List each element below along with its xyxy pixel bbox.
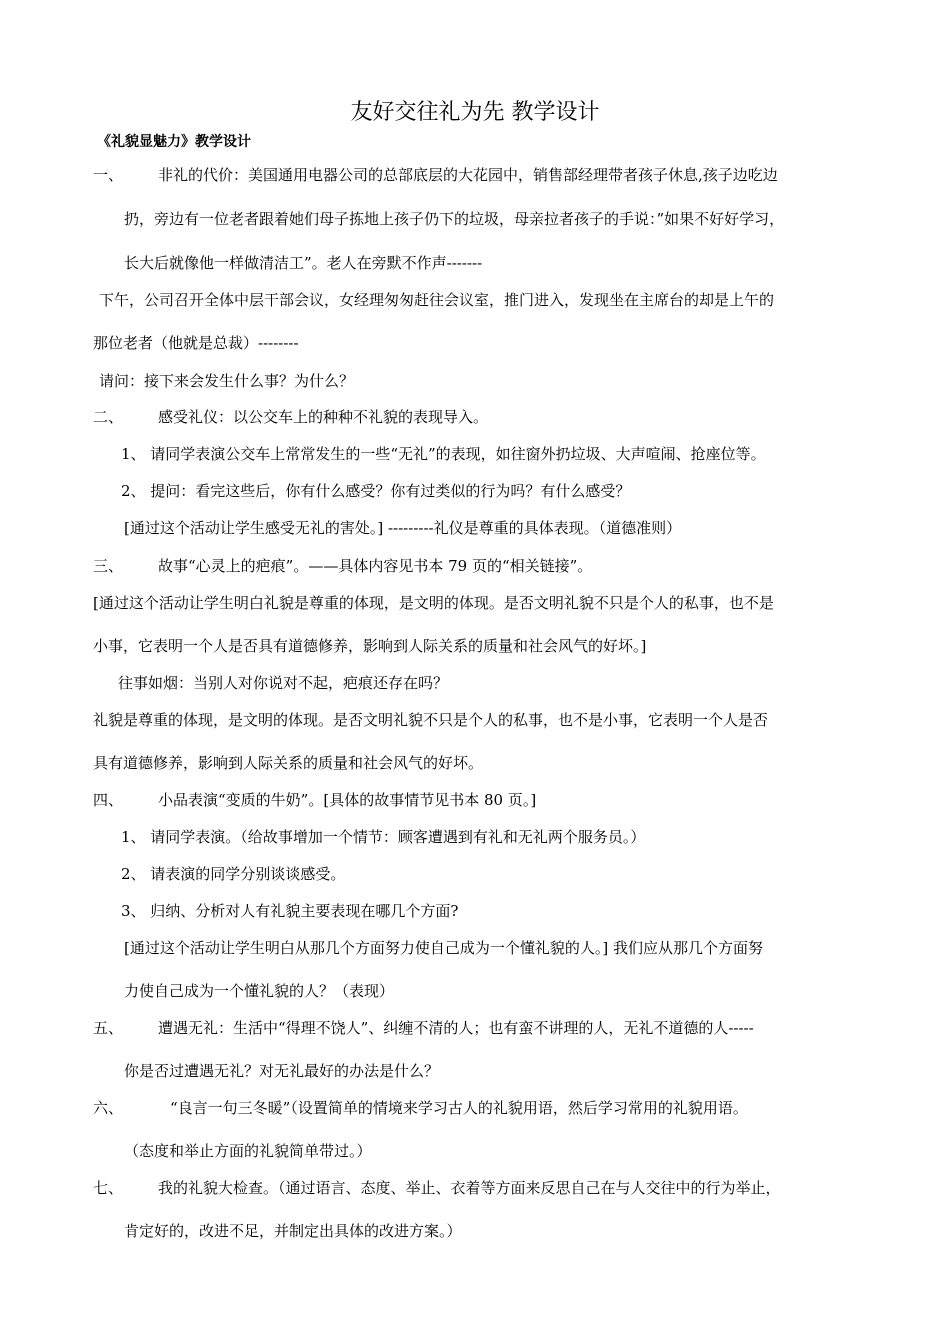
section-1-line-2: 扔，旁边有一位老者跟着她们母子拣地上孩子仍下的垃圾，母亲拉者孩子的手说：”如果不好好学习， [124, 210, 785, 228]
paragraph-1-line-2: 那位老者（他就是总裁）-------- [93, 334, 299, 352]
section-5-line-1: 遭遇无礼：生活中“得理不饶人”、纠缠不清的人；也有蛮不讲理的人，无礼不道德的人----- [158, 1019, 754, 1037]
section-3-conclusion-2: 具有道德修养，影响到人际关系的质量和社会风气的好坏。 [93, 754, 484, 772]
section-2-item-1: 1、 请同学表演公交车上常常发生的一些“无礼”的表现，如往窗外扔垃圾、大声喧闹、抢座位等。 [121, 445, 766, 463]
section-6-line-2: （态度和举止方面的礼貌简单带过。） [124, 1142, 372, 1160]
section-number-5: 五、 [93, 1019, 124, 1037]
section-1-line-1: 非礼的代价：美国通用电器公司的总部底层的大花园中，销售部经理带者孩子休息,孩子边吃边 [158, 166, 778, 184]
section-7-line-2: 肯定好的，改进不足，并制定出具体的改进方案。） [124, 1222, 462, 1240]
section-2-line-1: 感受礼仪：以公交车上的种种不礼貌的表现导入。 [158, 408, 489, 426]
paragraph-1-line-1: 下午，公司召开全体中层干部会议，女经理匆匆赶往会议室，推门进入，发现坐在主席台的却是上午的 [99, 291, 775, 309]
section-number-3: 三、 [93, 557, 124, 575]
section-6-line-1: “良言一句三冬暖”（设置简单的情境来学习古人的礼貌用语，然后学习常用的礼貌用语。 [170, 1099, 748, 1117]
section-number-2: 二、 [93, 408, 124, 426]
section-7-line-1: 我的礼貌大检查。（通过语言、态度、举止、衣着等方面来反思自己在与人交往中的行为举止， [158, 1179, 781, 1197]
page-title: 友好交往礼为先 教学设计 [350, 100, 600, 125]
section-3-line-1: 故事“心灵上的疤痕”。——具体内容见书本 79 页的“相关链接”。 [158, 557, 593, 575]
section-1-line-3: 长大后就像他一样做清洁工”。老人在旁默不作声------- [124, 254, 483, 272]
section-3-question: 往事如烟：当别人对你说对不起，疤痕还存在吗？ [118, 674, 449, 692]
section-number-1: 一、 [93, 166, 124, 184]
section-4-line-1: 小品表演“变质的牛奶”。[具体的故事情节见书本 80 页。] [158, 791, 537, 809]
section-number-4: 四、 [93, 791, 124, 809]
section-3-conclusion-1: 礼貌是尊重的体现，是文明的体现。是否文明礼貌不只是个人的私事，也不是小事，它表明一个人是否 [93, 711, 769, 729]
subtitle: 《礼貌显魅力》教学设计 [97, 134, 251, 150]
section-2-item-2: 2、 提问：看完这些后，你有什么感受？你有过类似的行为吗？有什么感受？ [121, 482, 631, 500]
section-4-item-2: 2、 请表演的同学分别谈谈感受。 [121, 865, 346, 883]
section-4-note-1: [通过这个活动让学生明白从那几个方面努力使自己成为一个懂礼貌的人。] 我们应从那几个方面努 [124, 939, 763, 957]
section-5-line-2: 你是否过遭遇无礼？对无礼最好的办法是什么？ [124, 1062, 440, 1080]
section-4-item-1: 1、 请同学表演。（给故事增加一个情节：顾客遭遇到有礼和无礼两个服务员。） [121, 828, 646, 846]
question-1: 请问：接下来会发生什么事？为什么？ [99, 372, 355, 390]
section-3-note-2: 小事，它表明一个人是否具有道德修养，影响到人际关系的质量和社会风气的好坏。] [93, 637, 647, 655]
section-4-item-3: 3、 归纳、分析对人有礼貌主要表现在哪几个方面? [121, 902, 459, 920]
section-4-note-2: 力使自己成为一个懂礼貌的人？（表现） [124, 982, 395, 1000]
section-number-7: 七、 [93, 1179, 124, 1197]
section-number-6: 六、 [93, 1099, 124, 1117]
section-2-note: [通过这个活动让学生感受无礼的害处。] ---------礼仪是尊重的具体表现。（道德准则） [124, 519, 682, 537]
section-3-note-1: [通过这个活动让学生明白礼貌是尊重的体现，是文明的体现。是否文明礼貌不只是个人的私事，也不是 [93, 594, 774, 612]
